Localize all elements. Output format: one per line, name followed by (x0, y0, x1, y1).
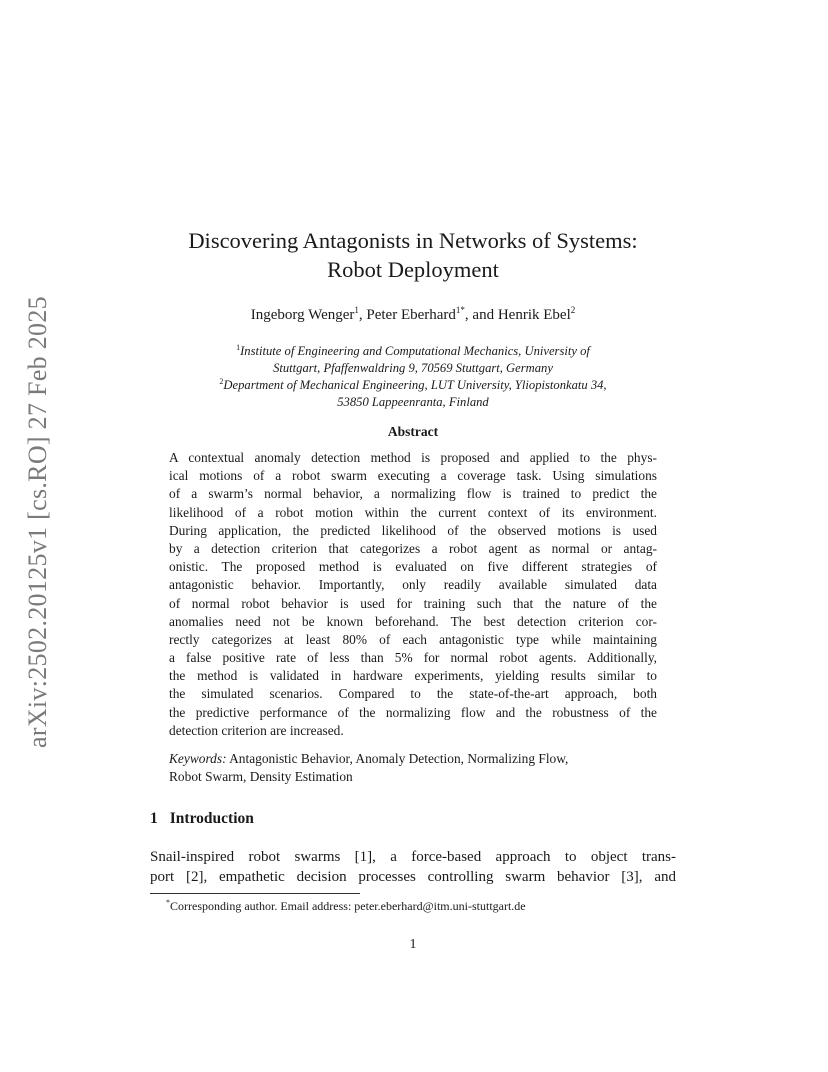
abstract-line: detection criterion are increased. (169, 722, 344, 738)
author-mark: 1* (455, 305, 465, 315)
footnote-mark: * (166, 898, 170, 907)
affiliation-line: Institute of Engineering and Computational Mechanics, University of (240, 344, 590, 359)
arxiv-stamp: arXiv:2502.20125v1 [cs.RO] 27 Feb 2025 (23, 296, 52, 748)
abstract-line: the method is validated in hardware experiments, yielding results similar to (169, 668, 657, 684)
body-line: Snail-inspired robot swarms [1], a force-based approach to object trans- (150, 849, 676, 865)
footnote-divider (150, 893, 360, 894)
affiliation-line: Stuttgart, Pfaffenwaldring 9, 70569 Stuttgart, Germany (273, 361, 553, 376)
abstract-line: by a detection criterion that categorizes a robot agent as normal or antag- (169, 540, 657, 556)
keywords-text: Antagonistic Behavior, Anomaly Detection, Normalizing Flow, (229, 751, 569, 766)
keywords-text: Robot Swarm, Density Estimation (169, 769, 353, 785)
abstract-line: likelihood of a robot motion within the current context of its environment. (169, 504, 657, 520)
abstract-body (169, 449, 657, 740)
abstract-line: the predictive performance of the normalizing flow and the robustness of the (169, 704, 657, 720)
affiliation-mark: 2 (219, 377, 224, 386)
author-mark: 1 (354, 305, 359, 315)
abstract-line: anomalies need not be known beforehand. The best detection criterion cor- (169, 613, 657, 629)
footnote-text: Corresponding author. Email address: peter.eberhard@itm.uni-stuttgart.de (170, 899, 526, 913)
section-number: 1 (150, 810, 158, 827)
section-heading (150, 810, 254, 828)
abstract-line: of a swarm’s normal behavior, a normalizing flow is trained to predict the (169, 486, 657, 502)
abstract-line: onistic. The proposed method is evaluated on five different strategies of (169, 559, 657, 575)
abstract-line: the simulated scenarios. Compared to the state-of-the-art approach, both (169, 686, 657, 702)
footnote (166, 898, 526, 914)
keywords-label: Keywords: (169, 751, 227, 766)
author-name: Peter Eberhard (366, 307, 456, 323)
affiliation-mark: 1 (236, 343, 241, 352)
abstract-line: ical motions of a robot swarm executing a coverage task. Using simulations (169, 468, 657, 484)
author-name: Ingeborg Wenger (250, 307, 355, 323)
abstract-line: During application, the predicted likelihood of the observed motions is used (169, 522, 657, 538)
affiliation-1 (160, 339, 666, 377)
abstract-line: of normal robot behavior is used for training such that the nature of the (169, 595, 657, 611)
author-mark: 2 (570, 305, 576, 315)
affiliation-line: Department of Mechanical Engineering, LUT University, Yliopistonkatu 34, (223, 378, 607, 393)
abstract-line: rectly categorizes at least 80% of each antagonistic type while maintaining (169, 631, 657, 647)
author-separator: , (358, 307, 367, 323)
intro-paragraph (150, 847, 676, 887)
author-name: Henrik Ebel (497, 307, 571, 323)
abstract-line: A contextual anomaly detection method is proposed and applied to the phys- (169, 450, 657, 465)
page-number: 1 (409, 937, 417, 952)
section-title: Introduction (169, 810, 254, 827)
abstract-line: a false positive rate of less than 5% for normal robot agents. Additionally, (169, 650, 657, 666)
affiliation-2 (160, 373, 666, 411)
paper-title (150, 226, 676, 284)
abstract-line: antagonistic behavior. Importantly, only readily available simulated data (169, 577, 657, 593)
title-line-1: Discovering Antagonists in Networks of Systems: (188, 228, 638, 253)
author-list (150, 305, 676, 324)
author-separator: , and (464, 307, 498, 323)
keywords (169, 750, 657, 786)
body-line: port [2], empathetic decision processes controlling swarm behavior [3], and (150, 869, 676, 885)
affiliation-line: 53850 Lappeenranta, Finland (337, 395, 489, 410)
title-line-2: Robot Deployment (327, 257, 499, 282)
abstract-heading: Abstract (387, 424, 439, 439)
